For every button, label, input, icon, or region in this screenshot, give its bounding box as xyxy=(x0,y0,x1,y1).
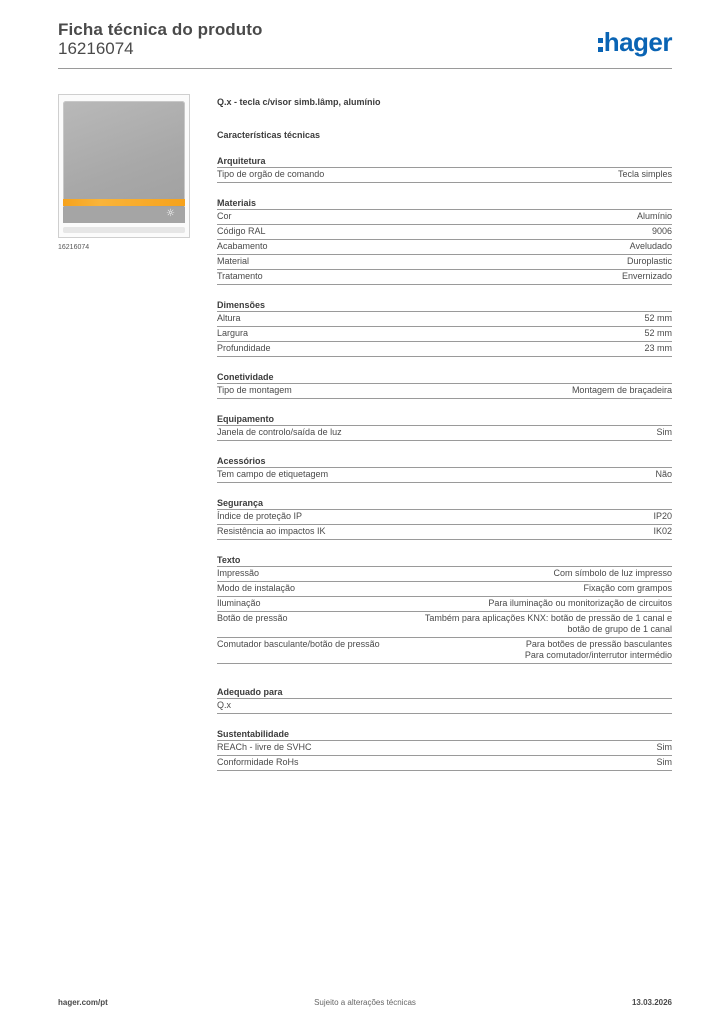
spec-label: Tipo de orgão de comando xyxy=(217,169,325,179)
product-name: Q.x - tecla c/visor simb.lâmp, alumínio xyxy=(217,97,381,107)
spec-group-title: Sustentabilidade xyxy=(217,728,672,741)
spec-row xyxy=(217,525,672,540)
spec-value: Aveludado xyxy=(629,241,672,251)
spec-label: Tipo de montagem xyxy=(217,385,292,395)
spec-value: IK02 xyxy=(653,526,672,536)
spec-label: Acabamento xyxy=(217,241,268,251)
spec-label: Conformidade RoHs xyxy=(217,757,299,767)
spec-row xyxy=(217,756,672,771)
spec-group-title: Materiais xyxy=(217,197,672,210)
spec-label: Q.x xyxy=(217,700,232,710)
spec-label: Código RAL xyxy=(217,226,266,236)
spec-value: Não xyxy=(655,469,672,479)
spec-label: Tem campo de etiquetagem xyxy=(217,469,329,479)
spec-value xyxy=(241,700,672,711)
spec-row xyxy=(217,741,672,756)
spec-group-title: Equipamento xyxy=(217,413,672,426)
spec-group xyxy=(217,299,672,357)
spec-label: Material xyxy=(217,256,250,266)
spec-group xyxy=(217,554,672,672)
page-footer xyxy=(58,998,672,1010)
spec-value: Sim xyxy=(656,742,672,752)
document-title: Ficha técnica do produto xyxy=(58,20,263,39)
spec-group xyxy=(217,197,672,285)
spec-label: Altura xyxy=(217,313,241,323)
spec-label: Resistência ao impactos IK xyxy=(217,526,326,536)
spec-value: Duroplastic xyxy=(626,256,672,266)
spec-label: Impressão xyxy=(217,568,260,578)
spec-group xyxy=(217,371,672,399)
spec-row xyxy=(217,384,672,399)
spec-value: 52 mm xyxy=(644,328,672,338)
spec-value: Fixação com grampos xyxy=(583,583,672,593)
spec-row xyxy=(217,210,672,225)
spec-row xyxy=(217,510,672,525)
spec-row xyxy=(217,327,672,342)
spec-group xyxy=(217,497,672,540)
spec-group xyxy=(217,155,672,183)
specifications xyxy=(217,96,672,771)
spec-group-title: Texto xyxy=(217,554,672,567)
spec-value: Com símbolo de luz impresso xyxy=(553,568,672,578)
spec-group-title: Segurança xyxy=(217,497,672,510)
spec-groups xyxy=(217,155,672,771)
plate-base xyxy=(63,227,185,233)
switch-plate xyxy=(63,101,185,223)
spec-value: Sim xyxy=(656,757,672,767)
spec-label: Comutador basculante/botão de pressão xyxy=(217,639,380,649)
spec-group xyxy=(217,455,672,483)
spec-label: Largura xyxy=(217,328,249,338)
spec-row xyxy=(217,270,672,285)
logo-text: hager xyxy=(603,27,672,57)
spec-group-title: Conetividade xyxy=(217,371,672,384)
spec-group xyxy=(217,413,672,441)
spec-label: REACh - livre de SVHC xyxy=(217,742,312,752)
spec-row xyxy=(217,312,672,327)
spec-label: Tratamento xyxy=(217,271,263,281)
logo-dots-icon xyxy=(598,34,603,52)
spec-value: Também para aplicações KNX: botão de pressão de 1 canal e botão de grupo de 1 canal xyxy=(424,613,672,634)
product-image xyxy=(58,94,190,238)
spec-row xyxy=(217,612,672,638)
spec-row xyxy=(217,699,672,714)
spec-label: Modo de instalação xyxy=(217,583,296,593)
spec-row xyxy=(217,582,672,597)
product-code: 16216074 xyxy=(58,39,134,58)
spec-value: 23 mm xyxy=(644,343,672,353)
spec-row xyxy=(217,426,672,441)
spec-value: Para iluminação ou monitorização de circuitos xyxy=(488,598,672,608)
footer-website: hager.com/pt xyxy=(58,998,108,1007)
spec-label: Iluminação xyxy=(217,598,261,608)
spec-label: Botão de pressão xyxy=(217,613,288,623)
spec-group-title: Acessórios xyxy=(217,455,672,468)
spec-row xyxy=(217,638,672,664)
section-heading: Características técnicas xyxy=(217,130,321,140)
spec-value: IP20 xyxy=(653,511,672,521)
spec-row xyxy=(217,342,672,357)
footer-notice: Sujeito a alterações técnicas xyxy=(314,998,416,1007)
spec-row xyxy=(217,168,672,183)
light-bulb-symbol-icon: ☼ xyxy=(166,208,175,219)
footer-date: 13.03.2026 xyxy=(631,998,672,1007)
page-header xyxy=(58,20,672,70)
spec-value: Tecla simples xyxy=(617,169,672,179)
spec-value: Envernizado xyxy=(621,271,672,281)
indicator-stripe xyxy=(63,199,185,206)
product-image-caption: 16216074 xyxy=(58,244,90,251)
spec-value: 9006 xyxy=(651,226,672,236)
spec-value: Sim xyxy=(656,427,672,437)
hager-logo xyxy=(598,29,672,55)
spec-label: Janela de controlo/saída de luz xyxy=(217,427,342,437)
spec-label: Profundidade xyxy=(217,343,271,353)
spec-row xyxy=(217,567,672,582)
spec-group xyxy=(217,728,672,771)
spec-group-title: Dimensões xyxy=(217,299,672,312)
spec-label: Cor xyxy=(217,211,232,221)
spec-value: Alumínio xyxy=(636,211,672,221)
spec-value: Para botões de pressão basculantes Para comutador/interrutor intermédio xyxy=(524,639,672,660)
spec-row xyxy=(217,225,672,240)
spec-row xyxy=(217,597,672,612)
spec-group xyxy=(217,686,672,714)
spec-value: Montagem de braçadeira xyxy=(571,385,672,395)
header-divider xyxy=(58,68,672,69)
spec-row xyxy=(217,240,672,255)
spec-value: 52 mm xyxy=(644,313,672,323)
spec-group-title: Adequado para xyxy=(217,686,672,699)
spec-label: Índice de proteção IP xyxy=(217,511,303,521)
spec-group-title: Arquitetura xyxy=(217,155,672,168)
spec-row xyxy=(217,255,672,270)
spec-row xyxy=(217,468,672,483)
